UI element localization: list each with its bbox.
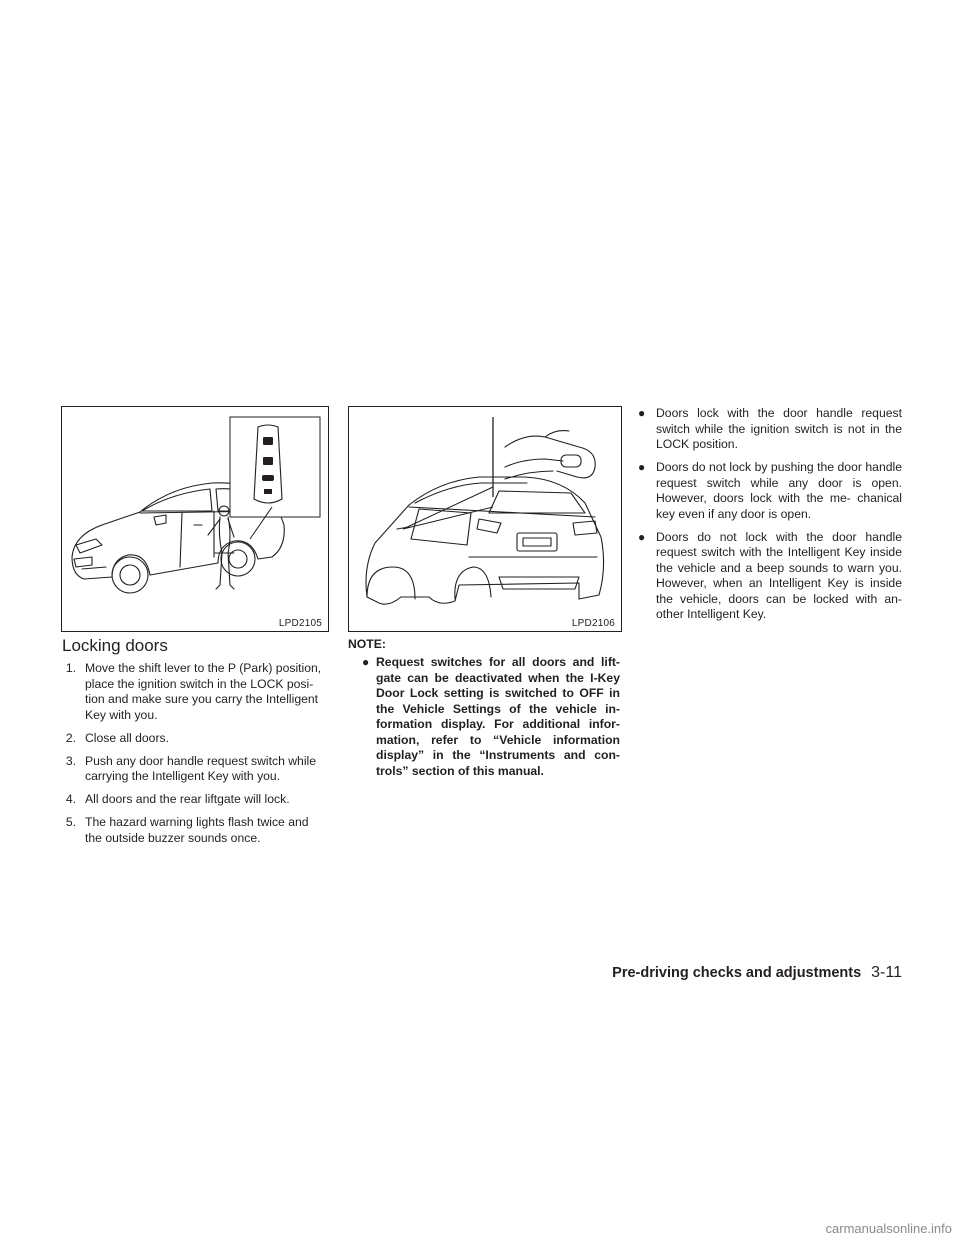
list-item: 1. Move the shift lever to the P (Park) position, place the ignition switch in the LOCK posi- tion and make sure you carry the Intelligent Key with you. [65,661,322,722]
note-heading: NOTE: [348,637,386,651]
list-item: ● Doors lock with the door handle request switch while the ignition switch is not in the LOCK position. [638,406,902,451]
section-title: Locking doors [62,636,168,655]
bullet-icon: ● [638,529,646,544]
figure-code: LPD2106 [571,618,615,629]
list-item: 2. Close all doors. [65,730,169,745]
locking-steps-list [62,661,328,854]
bullet-icon: ● [362,655,370,669]
figure-locking-with-key [61,406,329,632]
figure-code: LPD2105 [278,618,322,629]
rear-suv-illustration [349,407,621,631]
list-item: ● Doors do not lock by pushing the door handle request switch while any door is open. However, doors lock with the me- chanical key even if any door is open. [638,460,902,521]
note-block [348,637,620,779]
page-number: 3-11 [871,964,902,981]
figure-door-handle-request-switch [348,406,622,632]
bullet-icon: ● [638,406,646,420]
footer-section-title: Pre-driving checks and adjustments [612,965,862,981]
watermark: carmanualsonline.info [825,1221,952,1236]
note-item: ● Request switches for all doors and lift- gate can be deactivated when the I-Key Door Lock setting is switched to OFF in the Vehicle Settings of the vehicle in- formation display. For additional infor- mation, refer to “Vehicle information display” in the “Instruments and con- trols” section of this manual. [362,655,620,778]
info-bullets-list [630,406,902,630]
list-item: 3. Push any door handle request switch while carrying the Intelligent Key with you. [65,753,317,783]
page-footer [612,964,902,982]
list-item: 5. The hazard warning lights flash twice and the outside buzzer sounds once. [65,815,309,845]
list-item: 4. All doors and the rear liftgate will lock. [65,792,290,806]
bullet-icon: ● [638,460,646,474]
suv-side-illustration [62,407,328,631]
list-item: ● Doors do not lock with the door handle request switch with the Intelligent Key inside the vehicle and a beep sounds to warn you. However, when an Intelligent Key is inside the vehicle, doors can be locked with an- other Intelligent Key. [638,529,902,621]
